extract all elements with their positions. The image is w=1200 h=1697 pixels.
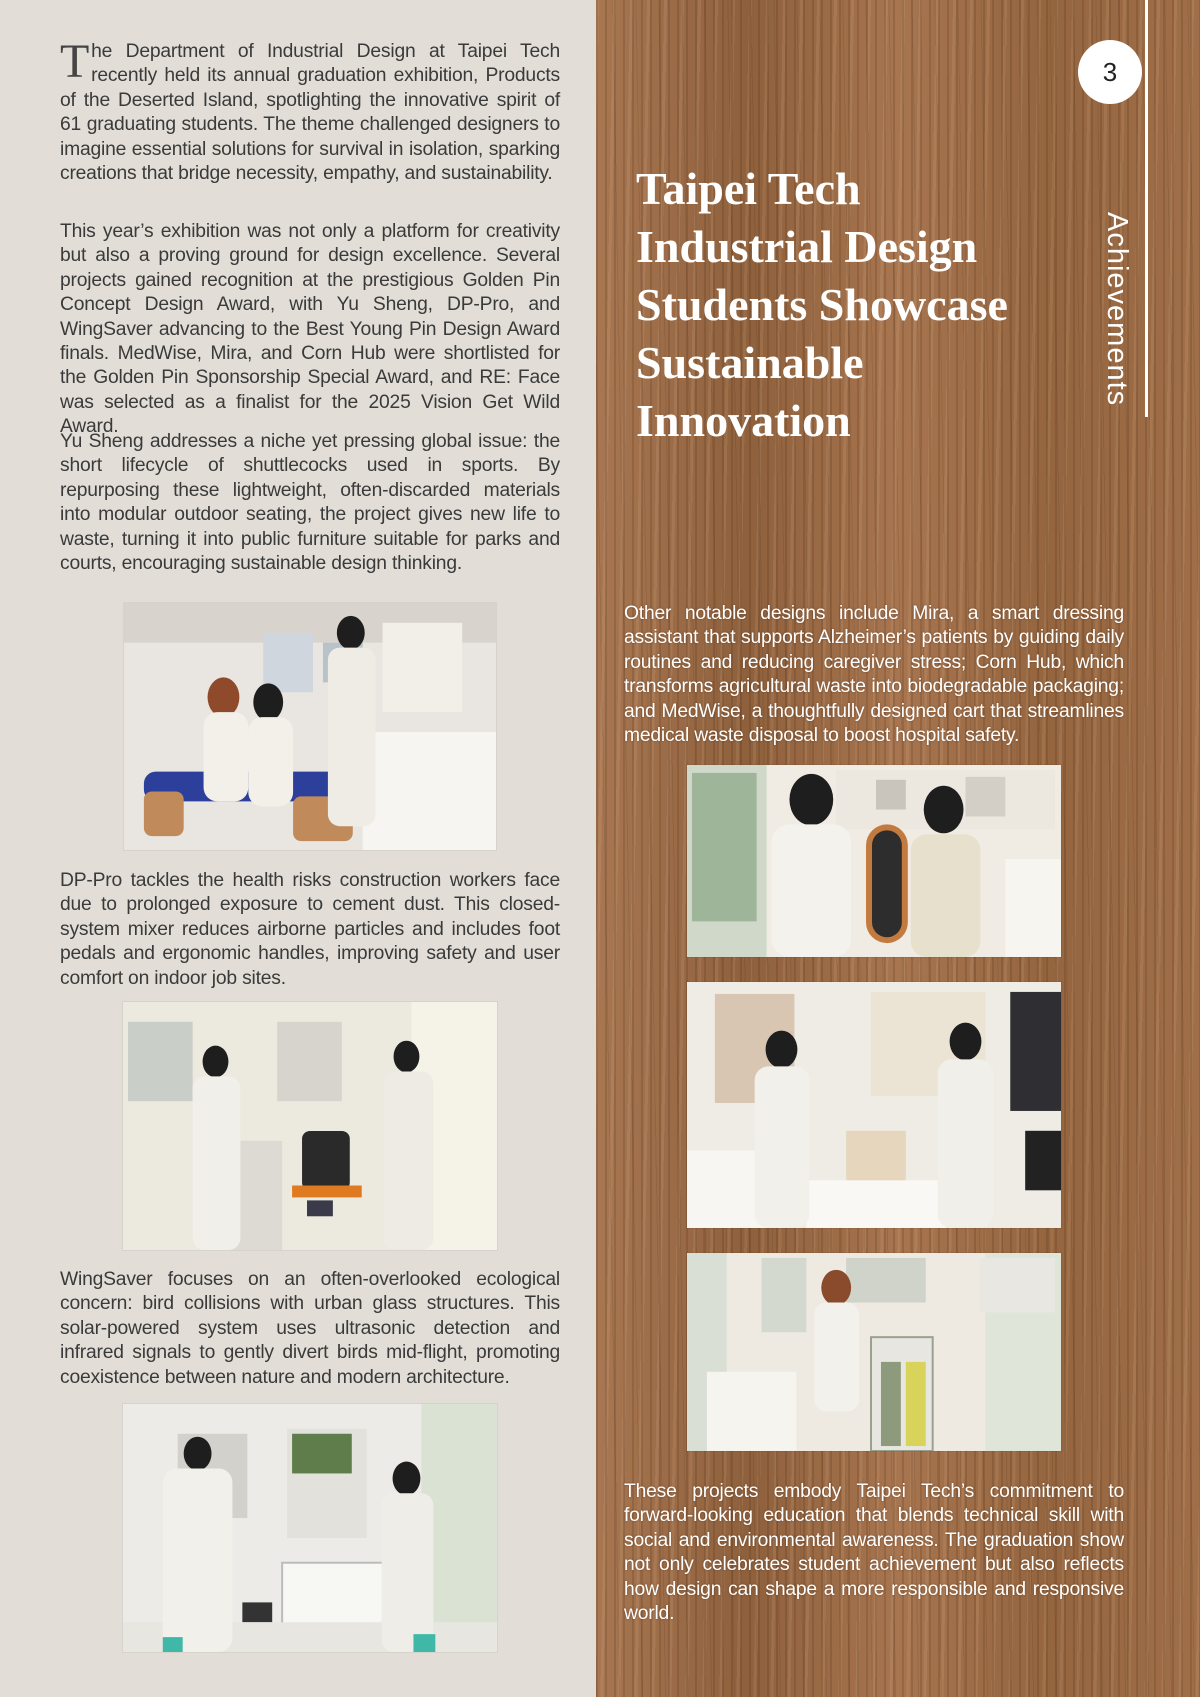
- page-title: [636, 160, 1066, 450]
- vertical-divider-line: [1145, 0, 1148, 417]
- title-line: Taipei Tech: [636, 163, 861, 214]
- page-number-badge: 3: [1078, 40, 1142, 104]
- yu-sheng-exhibition-photo: [123, 602, 497, 851]
- medwise-exhibition-photo: [686, 1252, 1062, 1452]
- title-line: Innovation: [636, 395, 851, 446]
- closing-paragraph: These projects embody Taipei Tech’s commitment to forward-looking education that blends technical skill with social and environmental awareness. The graduation show not only celebrates student achievement but also reflects how design can shape a more responsible and responsive world.: [624, 1481, 1124, 1625]
- title-line: Sustainable: [636, 337, 864, 388]
- intro-paragraph: [60, 35, 560, 186]
- other-designs-paragraph: Other notable designs include Mira, a smart dressing assistant that supports Alzheimer’s patients by guiding daily routines and reducing caregiver stress; Corn Hub, which transforms agricultural waste into biodegradable packaging; and MedWise, a thoughtfully designed cart that streamlines medical waste disposal to boost hospital safety.: [624, 603, 1124, 747]
- mira-exhibition-photo: [686, 764, 1062, 958]
- section-label: Achievements: [1101, 212, 1133, 407]
- intro-text: he Department of Industrial Design at Taipei Tech recently held its annual graduation exhibition, Products of the Deserted Island, spotlighting the innovative spirit of 61 graduating students. The theme challenged designers to imagine essential solutions for survival in isolation, sparking creations that bridge necessity, empathy, and sustainability.: [60, 41, 560, 185]
- drop-cap: T: [60, 35, 90, 88]
- title-line: Students Showcase: [636, 279, 1008, 330]
- wingsaver-paragraph: WingSaver focuses on an often-overlooked ecological concern: bird collisions with urban glass structures. This solar-powered system uses ultrasonic detection and infrared signals to gently divert birds mid-flight, promoting coexistence between nature and modern architecture.: [60, 1269, 560, 1388]
- corn-hub-exhibition-photo: [686, 981, 1062, 1229]
- dp-pro-exhibition-photo: [122, 1001, 498, 1251]
- yu-sheng-paragraph: Yu Sheng addresses a niche yet pressing global issue: the short lifecycle of shuttlecocks used in sports. By repurposing these lightweight, often-discarded materials into modular outdoor seating, the project gives new life to waste, turning it into public furniture suitable for parks and courts, encouraging sustainable design thinking.: [60, 431, 560, 575]
- recognition-paragraph: This year’s exhibition was not only a platform for creativity but also a proving ground for design excellence. Several projects gained recognition at the prestigious Golden Pin Concept Design Award, with Yu Sheng, DP-Pro, and WingSaver advancing to the Best Young Pin Design Award finals. MedWise, Mira, and Corn Hub were shortlisted for the Golden Pin Sponsorship Special Award, and RE: Face was selected as a finalist for the 2025 Vision Get Wild Award.: [60, 221, 560, 438]
- title-line: Industrial Design: [636, 221, 978, 272]
- wingsaver-exhibition-photo: [122, 1403, 498, 1653]
- dp-pro-paragraph: DP-Pro tackles the health risks construction workers face due to prolonged exposure to cement dust. This closed-system mixer reduces airborne particles and includes foot pedals and ergonomic handles, improving safety and user comfort on indoor job sites.: [60, 870, 560, 989]
